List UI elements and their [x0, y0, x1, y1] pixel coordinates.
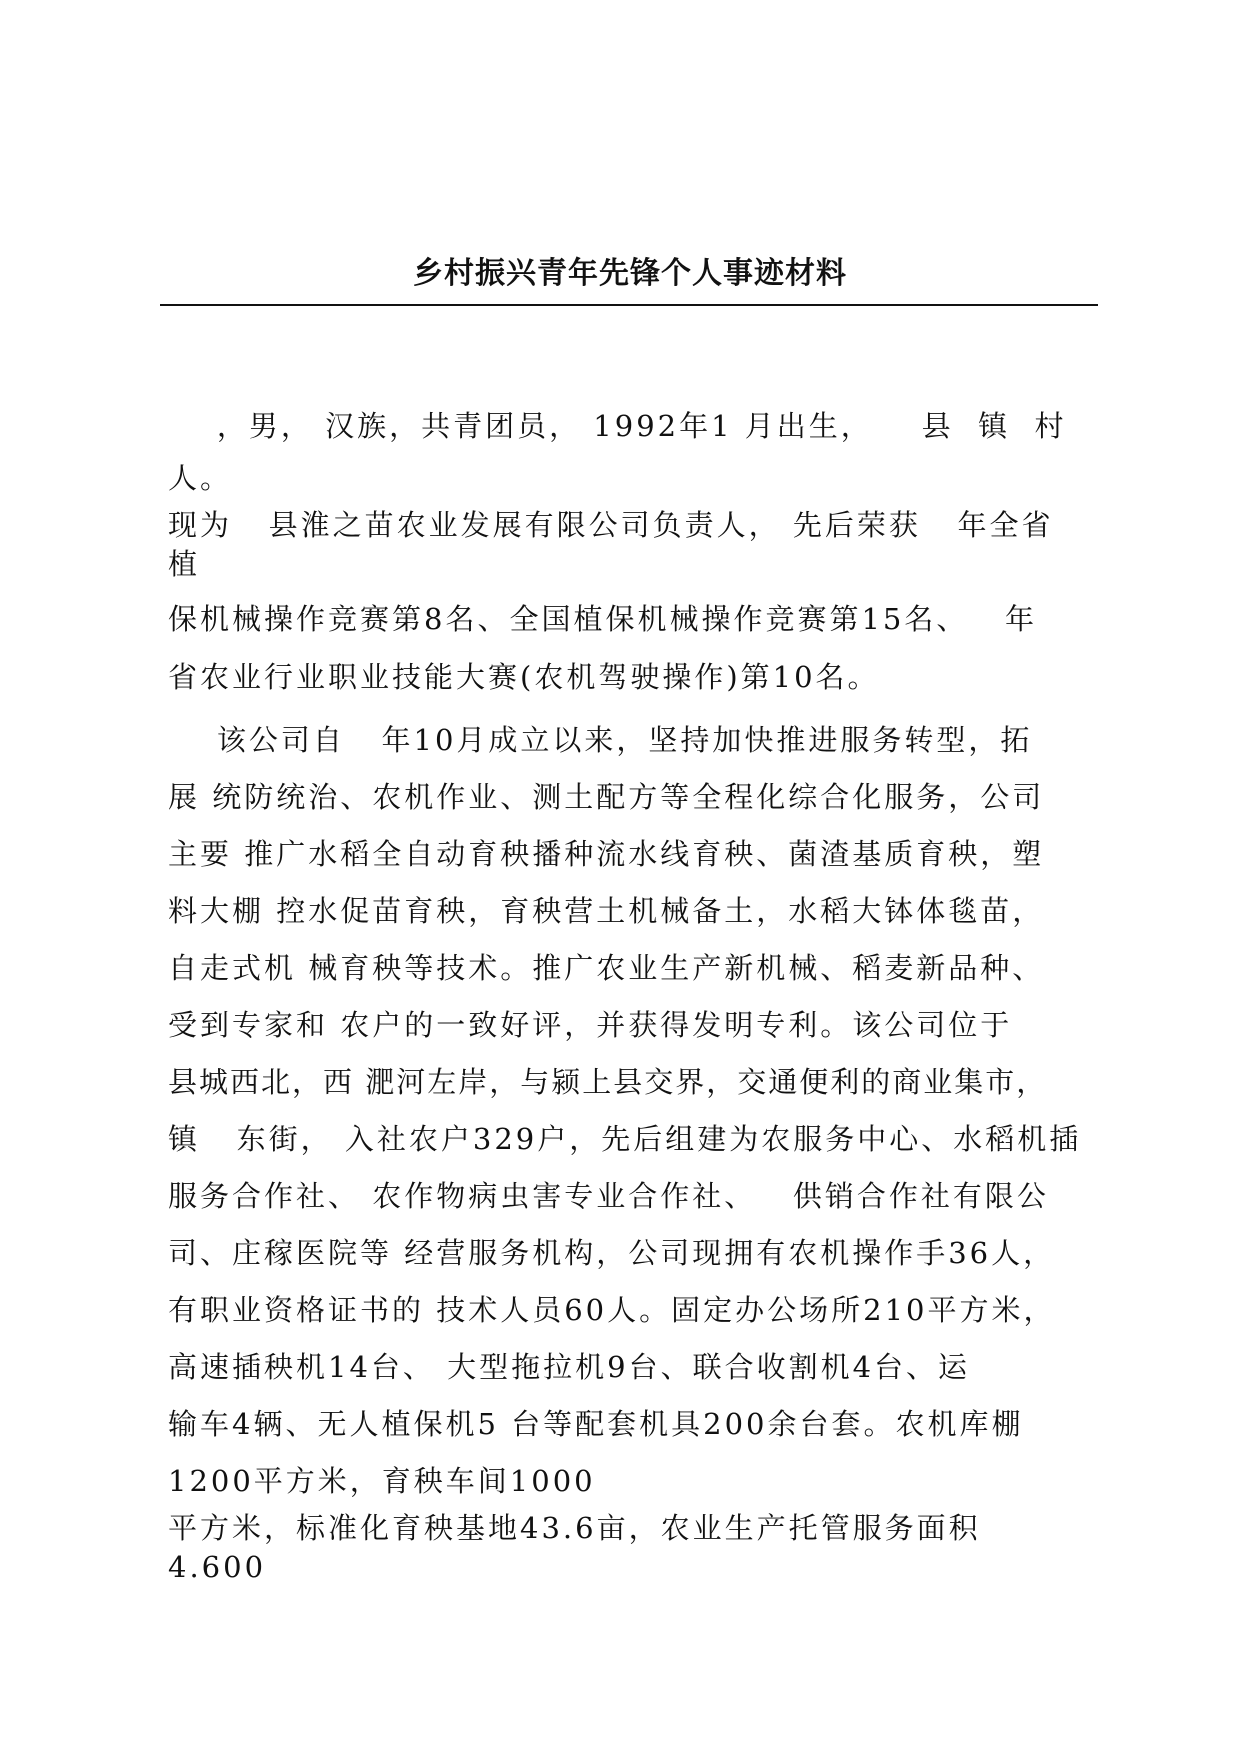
body-line-9: 主要 推广水稻全自动育秧播种流水线育秧、菌渣基质育秧，塑 — [168, 837, 1045, 871]
body-line-20: 1200平方米，育秧车间1000 — [168, 1464, 596, 1498]
body-line-4: 植 — [168, 547, 201, 581]
document-title: 乡村振兴青年先锋个人事迹材料 — [413, 256, 847, 291]
body-line-7: 该公司自 年10月成立以来，坚持加快推进服务转型，拓 — [168, 723, 1033, 757]
body-line-19: 输车4辆、无人植保机5 台等配套机具200余台套。农机库棚 — [168, 1407, 1024, 1441]
body-line-3: 现为 县淮之苗农业发展有限公司负责人， 先后荣获 年全省 — [168, 508, 1054, 542]
body-line-15: 服务合作社、 农作物病虫害专业合作社、 供销合作社有限公 — [168, 1179, 1049, 1213]
body-line-14: 镇 东街， 入社农户329户，先后组建为农服务中心、水稻机插 — [168, 1122, 1082, 1156]
body-line-11: 自走式机 械育秧等技术。推广农业生产新机械、稻麦新品种、 — [168, 951, 1045, 985]
body-line-8: 展 统防统治、农机作业、测土配方等全程化综合化服务，公司 — [168, 780, 1045, 814]
body-line-10: 料大棚 控水促苗育秧，育秧营土机械备土，水稻大钵体毯苗， — [168, 894, 1045, 928]
body-line-5: 保机械操作竞赛第8名、全国植保机械操作竞赛第15名、 年 — [168, 602, 1038, 636]
body-line-18: 高速插秧机14台、 大型拖拉机9台、联合收割机4台、运 — [168, 1350, 971, 1384]
body-line-22: 4.600 — [168, 1550, 267, 1584]
body-line-6: 省农业行业职业技能大赛(农机驾驶操作)第10名。 — [168, 660, 880, 694]
body-line-21: 平方米，标准化育秧基地43.6亩，农业生产托管服务面积 — [168, 1511, 981, 1545]
body-line-17: 有职业资格证书的 技术人员60人。固定办公场所210平方米， — [168, 1293, 1056, 1327]
body-line-1: ，男， 汉族，共青团员， 1992年1 月出生， 县 镇 村 — [168, 409, 1067, 443]
body-line-13: 县城西北，西 淝河左岸，与颍上县交界，交通便利的商业集市， — [168, 1065, 1048, 1099]
title-underline — [160, 304, 1098, 306]
body-line-2: 人。 — [168, 461, 233, 495]
body-line-16: 司、庄稼医院等 经营服务机构，公司现拥有农机操作手36人， — [168, 1236, 1056, 1270]
body-line-12: 受到专家和 农户的一致好评，并获得发明专利。该公司位于 — [168, 1008, 1013, 1042]
